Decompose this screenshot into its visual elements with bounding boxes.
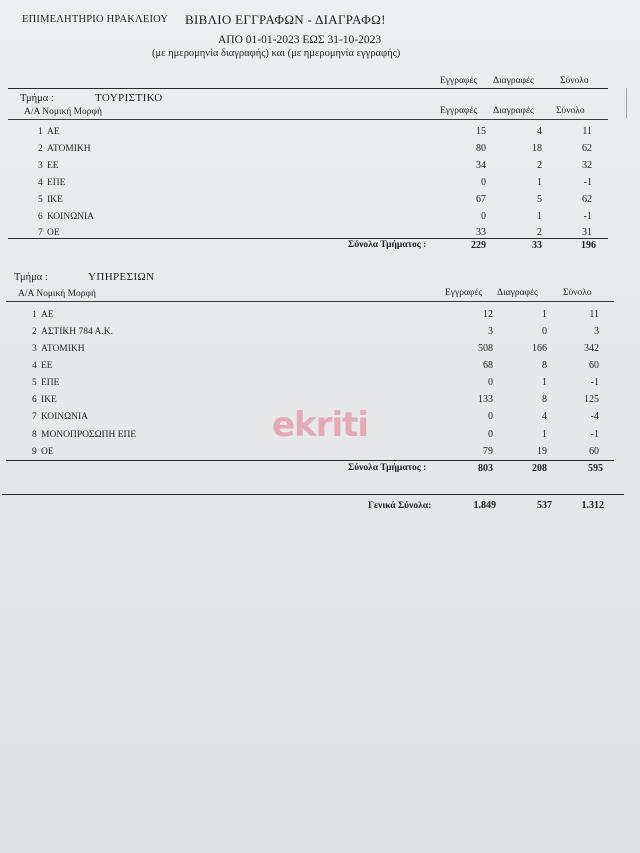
col-index-form: Α/Α Νομική Μορφή [18, 289, 96, 299]
row-legal-form: ΕΠΕ [41, 378, 60, 388]
row-total: 62 [582, 143, 592, 154]
col-total: Σύνολο [563, 288, 592, 298]
grand-totals-label: Γενικά Σύνολα: [368, 501, 432, 511]
grand-total-total: 1.312 [581, 500, 604, 511]
document-title: ΒΙΒΛΙΟ ΕΓΓΡΑΦΩΝ - ΔΙΑΓΡΑΦΩ! [185, 12, 386, 27]
ekriti-watermark: ekriti [272, 405, 368, 445]
section-header-rule [8, 119, 608, 120]
row-total: 11 [589, 309, 599, 320]
row-index: 6 [38, 212, 43, 222]
row-legal-form: ΑΤΟΜΙΚΗ [41, 344, 85, 354]
row-total: 11 [582, 126, 592, 137]
date-criteria: (με ημερομηνία διαγραφής) και (με ημερομηνία εγγραφής) [152, 48, 401, 59]
col-registrations: Εγγραφές [445, 288, 483, 298]
row-legal-form: ΟΕ [41, 447, 54, 457]
row-legal-form: ΙΚΕ [47, 195, 63, 205]
row-index: 7 [38, 228, 43, 238]
row-deletions: 5 [537, 194, 542, 205]
col-index-form: Α/Α Νομική Μορφή [24, 107, 102, 117]
section-total-total: 196 [581, 240, 596, 251]
row-index: 5 [38, 195, 43, 205]
row-total: 32 [582, 160, 592, 171]
section-totals-rule [8, 238, 608, 239]
top-col-registrations: Εγγραφές [440, 76, 478, 86]
row-registrations: 0 [488, 377, 493, 388]
col-registrations: Εγγραφές [440, 106, 478, 116]
row-total: 342 [584, 343, 599, 354]
top-col-deletions: Διαγραφές [493, 76, 534, 86]
section-total-registrations: 803 [478, 463, 493, 474]
date-range: ΑΠΟ 01-01-2023 ΕΩΣ 31-10-2023 [218, 34, 382, 46]
row-legal-form: ΑΕ [47, 127, 60, 137]
row-registrations: 67 [476, 194, 486, 205]
section-name: ΥΠΗΡΕΣΙΩΝ [88, 271, 155, 283]
row-deletions: 166 [532, 343, 547, 354]
row-legal-form: ΑΕ [41, 310, 54, 320]
row-index: 2 [32, 327, 37, 337]
row-legal-form: ΑΤΟΜΙΚΗ [47, 144, 91, 154]
row-total: -4 [590, 411, 599, 422]
grand-total-registrations: 1.849 [473, 500, 496, 511]
row-registrations: 508 [478, 343, 493, 354]
row-total: -1 [590, 377, 599, 388]
row-total: 60 [589, 446, 599, 457]
row-index: 2 [38, 144, 43, 154]
row-deletions: 0 [542, 326, 547, 337]
row-registrations: 0 [488, 411, 493, 422]
col-deletions: Διαγραφές [493, 106, 534, 116]
row-index: 3 [38, 161, 43, 171]
row-total: 60 [589, 360, 599, 371]
row-index: 3 [32, 344, 37, 354]
row-total: 62 [582, 194, 592, 205]
row-deletions: 4 [542, 411, 547, 422]
section-label: Τμήμα : [20, 93, 54, 104]
section-header-rule [6, 301, 614, 302]
row-deletions: 1 [537, 177, 542, 188]
row-legal-form: ΕΕ [47, 161, 59, 171]
row-registrations: 79 [483, 446, 493, 457]
row-legal-form: ΚΟΙΝΩΝΙΑ [47, 212, 95, 222]
row-total: 31 [582, 227, 592, 238]
grand-totals-rule [2, 494, 624, 495]
row-registrations: 33 [476, 227, 486, 238]
row-registrations: 0 [481, 211, 486, 222]
col-total: Σύνολο [556, 106, 585, 116]
row-deletions: 8 [542, 394, 547, 405]
row-registrations: 80 [476, 143, 486, 154]
row-index: 4 [32, 361, 37, 371]
row-registrations: 133 [478, 394, 493, 405]
row-total: 125 [584, 394, 599, 405]
row-registrations: 12 [483, 309, 493, 320]
top-rule [8, 88, 608, 89]
row-registrations: 0 [481, 177, 486, 188]
row-deletions: 2 [537, 227, 542, 238]
row-total: -1 [590, 429, 599, 440]
row-index: 1 [38, 127, 43, 137]
row-legal-form: ΚΟΙΝΩΝΙΑ [41, 412, 89, 422]
row-index: 1 [32, 310, 37, 320]
section-total-total: 595 [588, 463, 603, 474]
row-total: -1 [583, 211, 592, 222]
row-deletions: 1 [537, 211, 542, 222]
section-totals-rule [6, 460, 614, 461]
row-index: 9 [32, 447, 37, 457]
organization-name: ΕΠΙΜΕΛΗΤΗΡΙΟ ΗΡΑΚΛΕΙΟΥ [22, 14, 169, 25]
row-legal-form: ΑΣΤΙΚΗ 784 Α.Κ. [41, 327, 114, 337]
row-legal-form: ΕΠΕ [47, 178, 66, 188]
row-index: 5 [32, 378, 37, 388]
row-total: -1 [583, 177, 592, 188]
section-label: Τμήμα : [14, 272, 48, 283]
row-deletions: 1 [542, 429, 547, 440]
row-registrations: 0 [488, 429, 493, 440]
row-legal-form: ΙΚΕ [41, 395, 57, 405]
row-legal-form: ΜΟΝΟΠΡΟΣΩΠΗ ΕΠΕ [41, 430, 137, 440]
edge-mark [626, 88, 627, 118]
grand-total-deletions: 537 [537, 500, 552, 511]
row-legal-form: ΟΕ [47, 228, 60, 238]
row-index: 7 [32, 412, 37, 422]
row-deletions: 8 [542, 360, 547, 371]
row-deletions: 19 [537, 446, 547, 457]
row-deletions: 4 [537, 126, 542, 137]
row-registrations: 3 [488, 326, 493, 337]
section-total-registrations: 229 [471, 240, 486, 251]
row-registrations: 68 [483, 360, 493, 371]
row-registrations: 15 [476, 126, 486, 137]
section-totals-label: Σύνολα Τμήματος : [348, 463, 427, 473]
row-index: 4 [38, 178, 43, 188]
row-deletions: 18 [532, 143, 542, 154]
section-total-deletions: 208 [532, 463, 547, 474]
row-index: 8 [32, 430, 37, 440]
section-name: ΤΟΥΡΙΣΤΙΚΟ [95, 92, 163, 104]
row-deletions: 1 [542, 377, 547, 388]
row-registrations: 34 [476, 160, 486, 171]
row-index: 6 [32, 395, 37, 405]
col-deletions: Διαγραφές [497, 288, 538, 298]
section-totals-label: Σύνολα Τμήματος : [348, 240, 427, 250]
row-total: 3 [594, 326, 599, 337]
top-col-total: Σύνολο [560, 76, 589, 86]
row-deletions: 2 [537, 160, 542, 171]
row-deletions: 1 [542, 309, 547, 320]
row-legal-form: ΕΕ [41, 361, 53, 371]
section-total-deletions: 33 [532, 240, 542, 251]
